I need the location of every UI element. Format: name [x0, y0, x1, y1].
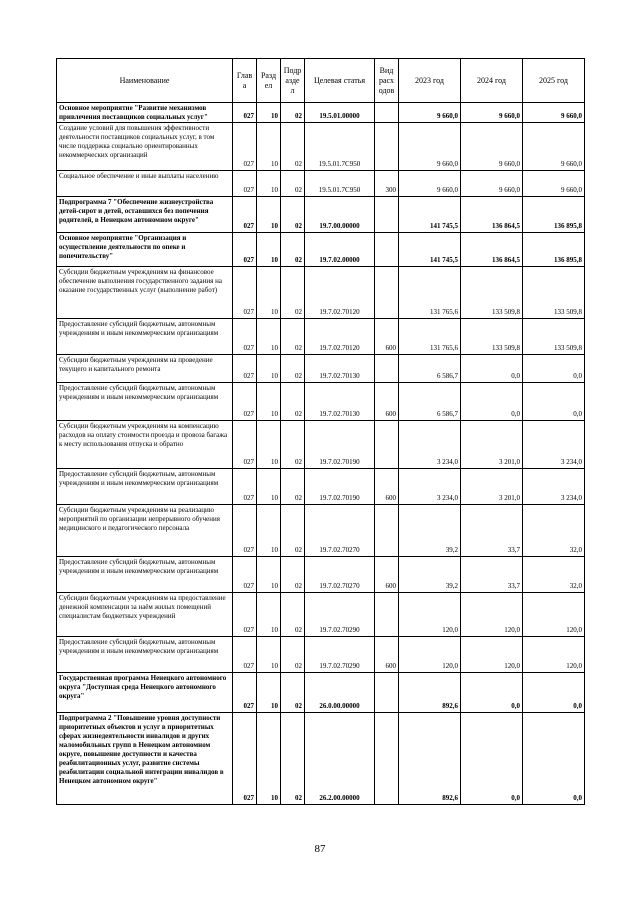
cell-razdel: 10: [257, 383, 281, 421]
cell-y2024: 3 201,0: [461, 421, 523, 469]
cell-glava: 027: [233, 469, 257, 505]
table-row: [57, 673, 585, 713]
cell-glava: 027: [233, 593, 257, 637]
cell-glava: 027: [233, 197, 257, 233]
cell-name: Субсидии бюджетным учреждениям на проведение текущего и капитального ремонта: [57, 355, 233, 383]
cell-glava: 027: [233, 421, 257, 469]
page-number: 87: [314, 843, 326, 855]
cell-y2023: 3 234,0: [399, 469, 461, 505]
cell-vid: [375, 103, 399, 123]
cell-y2024: 136 864,5: [461, 233, 523, 267]
cell-name: Субсидии бюджетным учреждениям на реализацию мероприятий по организации непрерывного обучения медицинского и педагогического персонала: [57, 505, 233, 557]
cell-y2023: 3 234,0: [399, 421, 461, 469]
table-row: [57, 383, 585, 421]
header-vid: Вид расх одов: [375, 59, 399, 103]
cell-y2023: 39,2: [399, 505, 461, 557]
cell-name: Субсидии бюджетным учреждениям на финансовое обеспечение выполнения государственного задания на оказание государственных услуг (выполнение работ): [57, 267, 233, 319]
table-row: [57, 197, 585, 233]
cell-y2024: 120,0: [461, 637, 523, 673]
cell-podrazdel: 02: [281, 421, 305, 469]
header-2023: 2023 год: [399, 59, 461, 103]
cell-razdel: 10: [257, 267, 281, 319]
cell-podrazdel: 02: [281, 123, 305, 171]
cell-glava: 027: [233, 355, 257, 383]
cell-y2024: 0,0: [461, 355, 523, 383]
cell-target: 19.5.01.00000: [305, 103, 375, 123]
cell-target: 19.7.02.00000: [305, 233, 375, 267]
cell-glava: 027: [233, 505, 257, 557]
cell-y2024: 9 660,0: [461, 171, 523, 197]
cell-y2025: 120,0: [523, 593, 585, 637]
cell-razdel: 10: [257, 557, 281, 593]
cell-vid: [375, 233, 399, 267]
cell-y2025: 0,0: [523, 713, 585, 805]
cell-podrazdel: 02: [281, 713, 305, 805]
cell-name: Подпрограмма 7 "Обеспечение жизнеустройства детей-сирот и детей, оставшихся без попечения родителей, в Ненецком автономном округе": [57, 197, 233, 233]
cell-name: Основное мероприятие "Развитие механизмов привлечения поставщиков социальных услуг": [57, 103, 233, 123]
cell-target: 19.5.01.7С950: [305, 171, 375, 197]
cell-y2025: 133 509,8: [523, 267, 585, 319]
cell-podrazdel: 02: [281, 267, 305, 319]
cell-vid: 600: [375, 319, 399, 355]
header-2025: 2025 год: [523, 59, 585, 103]
cell-name: Субсидии бюджетным учреждениям на компенсацию расходов на оплату стоимости проезда и провоза багажа к месту использования отпуска и обратно: [57, 421, 233, 469]
cell-vid: 600: [375, 469, 399, 505]
cell-glava: 027: [233, 557, 257, 593]
cell-y2023: 892,6: [399, 713, 461, 805]
cell-y2023: 9 660,0: [399, 171, 461, 197]
cell-y2024: 133 509,8: [461, 319, 523, 355]
cell-vid: [375, 355, 399, 383]
cell-y2023: 120,0: [399, 593, 461, 637]
cell-vid: [375, 267, 399, 319]
cell-podrazdel: 02: [281, 557, 305, 593]
cell-target: 19.7.02.70130: [305, 383, 375, 421]
table-row: [57, 505, 585, 557]
cell-y2024: 0,0: [461, 713, 523, 805]
cell-vid: 600: [375, 557, 399, 593]
cell-name: Предоставление субсидий бюджетным, автономным учреждениям и иным некоммерческим организациям: [57, 557, 233, 593]
cell-target: 19.5.01.7С950: [305, 123, 375, 171]
cell-name: Основное мероприятие "Организация и осуществление деятельности по опеке и попечительству": [57, 233, 233, 267]
cell-target: 19.7.02.70290: [305, 593, 375, 637]
cell-y2025: 9 660,0: [523, 103, 585, 123]
cell-razdel: 10: [257, 123, 281, 171]
cell-vid: [375, 593, 399, 637]
cell-razdel: 10: [257, 637, 281, 673]
cell-podrazdel: 02: [281, 171, 305, 197]
cell-target: 19.7.02.70120: [305, 319, 375, 355]
cell-podrazdel: 02: [281, 197, 305, 233]
cell-y2025: 3 234,0: [523, 469, 585, 505]
cell-razdel: 10: [257, 197, 281, 233]
cell-y2023: 141 745,5: [399, 197, 461, 233]
table-row: [57, 637, 585, 673]
cell-name: Государственная программа Ненецкого автономного округа "Доступная среда Ненецкого автономного округа": [57, 673, 233, 713]
cell-razdel: 10: [257, 713, 281, 805]
cell-razdel: 10: [257, 469, 281, 505]
cell-y2023: 6 586,7: [399, 355, 461, 383]
cell-target: 19.7.02.70270: [305, 557, 375, 593]
cell-glava: 027: [233, 637, 257, 673]
cell-razdel: 10: [257, 103, 281, 123]
cell-y2025: 136 895,8: [523, 197, 585, 233]
budget-table: [56, 58, 585, 805]
cell-y2024: 120,0: [461, 593, 523, 637]
table-row: [57, 713, 585, 805]
table-body: [57, 103, 585, 805]
cell-target: 19.7.02.70190: [305, 469, 375, 505]
table-row: [57, 593, 585, 637]
table-row: [57, 103, 585, 123]
cell-y2025: 0,0: [523, 383, 585, 421]
cell-razdel: 10: [257, 505, 281, 557]
cell-podrazdel: 02: [281, 469, 305, 505]
cell-glava: 027: [233, 233, 257, 267]
cell-y2025: 9 660,0: [523, 171, 585, 197]
cell-glava: 027: [233, 123, 257, 171]
cell-razdel: 10: [257, 673, 281, 713]
cell-y2023: 131 765,6: [399, 319, 461, 355]
cell-vid: [375, 197, 399, 233]
cell-y2023: 131 765,6: [399, 267, 461, 319]
cell-name: Предоставление субсидий бюджетным, автономным учреждениям и иным некоммерческим организациям: [57, 319, 233, 355]
cell-vid: 300: [375, 171, 399, 197]
cell-razdel: 10: [257, 593, 281, 637]
cell-glava: 027: [233, 673, 257, 713]
cell-podrazdel: 02: [281, 637, 305, 673]
cell-vid: [375, 505, 399, 557]
header-2024: 2024 год: [461, 59, 523, 103]
header-glava: Глав а: [233, 59, 257, 103]
cell-y2025: 120,0: [523, 637, 585, 673]
table-row: [57, 319, 585, 355]
cell-y2025: 3 234,0: [523, 421, 585, 469]
cell-y2024: 33,7: [461, 557, 523, 593]
cell-name: Субсидии бюджетным учреждениям на предоставление денежной компенсации за наём жилых помещений специалистам бюджетных учреждений: [57, 593, 233, 637]
cell-y2024: 33,7: [461, 505, 523, 557]
cell-y2024: 3 201,0: [461, 469, 523, 505]
cell-name: Социальное обеспечение и иные выплаты населению: [57, 171, 233, 197]
cell-y2024: 136 864,5: [461, 197, 523, 233]
table-row: [57, 123, 585, 171]
cell-y2023: 141 745,5: [399, 233, 461, 267]
table-row: [57, 171, 585, 197]
table-row: [57, 421, 585, 469]
cell-glava: 027: [233, 103, 257, 123]
cell-y2025: 133 509,8: [523, 319, 585, 355]
header-razdel: Разд ел: [257, 59, 281, 103]
cell-y2025: 136 895,8: [523, 233, 585, 267]
cell-target: 19.7.02.70290: [305, 637, 375, 673]
cell-glava: 027: [233, 383, 257, 421]
table-row: [57, 557, 585, 593]
cell-y2023: 6 586,7: [399, 383, 461, 421]
cell-razdel: 10: [257, 319, 281, 355]
table-row: [57, 233, 585, 267]
cell-glava: 027: [233, 713, 257, 805]
cell-y2025: 32,0: [523, 557, 585, 593]
cell-vid: 600: [375, 637, 399, 673]
cell-y2023: 892,6: [399, 673, 461, 713]
cell-glava: 027: [233, 171, 257, 197]
cell-target: 19.7.00.00000: [305, 197, 375, 233]
cell-razdel: 10: [257, 171, 281, 197]
cell-podrazdel: 02: [281, 103, 305, 123]
header-name: Наименование: [57, 59, 233, 103]
cell-vid: [375, 421, 399, 469]
cell-y2023: 9 660,0: [399, 103, 461, 123]
cell-y2025: 9 660,0: [523, 123, 585, 171]
cell-vid: 600: [375, 383, 399, 421]
header-target: Целевая статья: [305, 59, 375, 103]
cell-name: Подпрограмма 2 "Повышение уровня доступности приоритетных объектов и услуг в приоритетных сферах жизнедеятельности инвалидов и других маломобильных групп в Ненецком автономном округе, повышение доступности и качества реабилитационных услуг, развитие системы реабилитации социальной интеграции инвалидов в Ненецком автономном округе": [57, 713, 233, 805]
table-header: [57, 59, 585, 103]
cell-glava: 027: [233, 319, 257, 355]
cell-y2024: 133 509,8: [461, 267, 523, 319]
cell-podrazdel: 02: [281, 355, 305, 383]
table-row: [57, 469, 585, 505]
cell-name: Предоставление субсидий бюджетным, автономным учреждениям и иным некоммерческим организациям: [57, 469, 233, 505]
header-podrazdel: Подр азде л: [281, 59, 305, 103]
cell-razdel: 10: [257, 355, 281, 383]
cell-y2024: 9 660,0: [461, 103, 523, 123]
cell-vid: [375, 123, 399, 171]
cell-target: 19.7.02.70190: [305, 421, 375, 469]
table-row: [57, 267, 585, 319]
cell-name: Создание условий для повышения эффективности деятельности поставщиков социальных услуг, в том числе поддержка социально ориентированных некоммерческих организаций: [57, 123, 233, 171]
cell-razdel: 10: [257, 421, 281, 469]
cell-y2025: 0,0: [523, 673, 585, 713]
cell-y2023: 9 660,0: [399, 123, 461, 171]
cell-y2025: 32,0: [523, 505, 585, 557]
cell-podrazdel: 02: [281, 505, 305, 557]
cell-target: 26.2.00.00000: [305, 713, 375, 805]
cell-y2024: 0,0: [461, 673, 523, 713]
cell-y2023: 39,2: [399, 557, 461, 593]
cell-y2024: 9 660,0: [461, 123, 523, 171]
cell-target: 19.7.02.70270: [305, 505, 375, 557]
cell-target: 26.0.00.00000: [305, 673, 375, 713]
cell-vid: [375, 713, 399, 805]
cell-target: 19.7.02.70120: [305, 267, 375, 319]
cell-name: Предоставление субсидий бюджетным, автономным учреждениям и иным некоммерческим организациям: [57, 383, 233, 421]
cell-y2025: 0,0: [523, 355, 585, 383]
cell-podrazdel: 02: [281, 233, 305, 267]
cell-podrazdel: 02: [281, 673, 305, 713]
cell-y2023: 120,0: [399, 637, 461, 673]
cell-podrazdel: 02: [281, 319, 305, 355]
cell-glava: 027: [233, 267, 257, 319]
cell-podrazdel: 02: [281, 383, 305, 421]
cell-target: 19.7.02.70130: [305, 355, 375, 383]
cell-name: Предоставление субсидий бюджетным, автономным учреждениям и иным некоммерческим организациям: [57, 637, 233, 673]
cell-y2024: 0,0: [461, 383, 523, 421]
cell-podrazdel: 02: [281, 593, 305, 637]
table-row: [57, 355, 585, 383]
cell-razdel: 10: [257, 233, 281, 267]
cell-vid: [375, 673, 399, 713]
